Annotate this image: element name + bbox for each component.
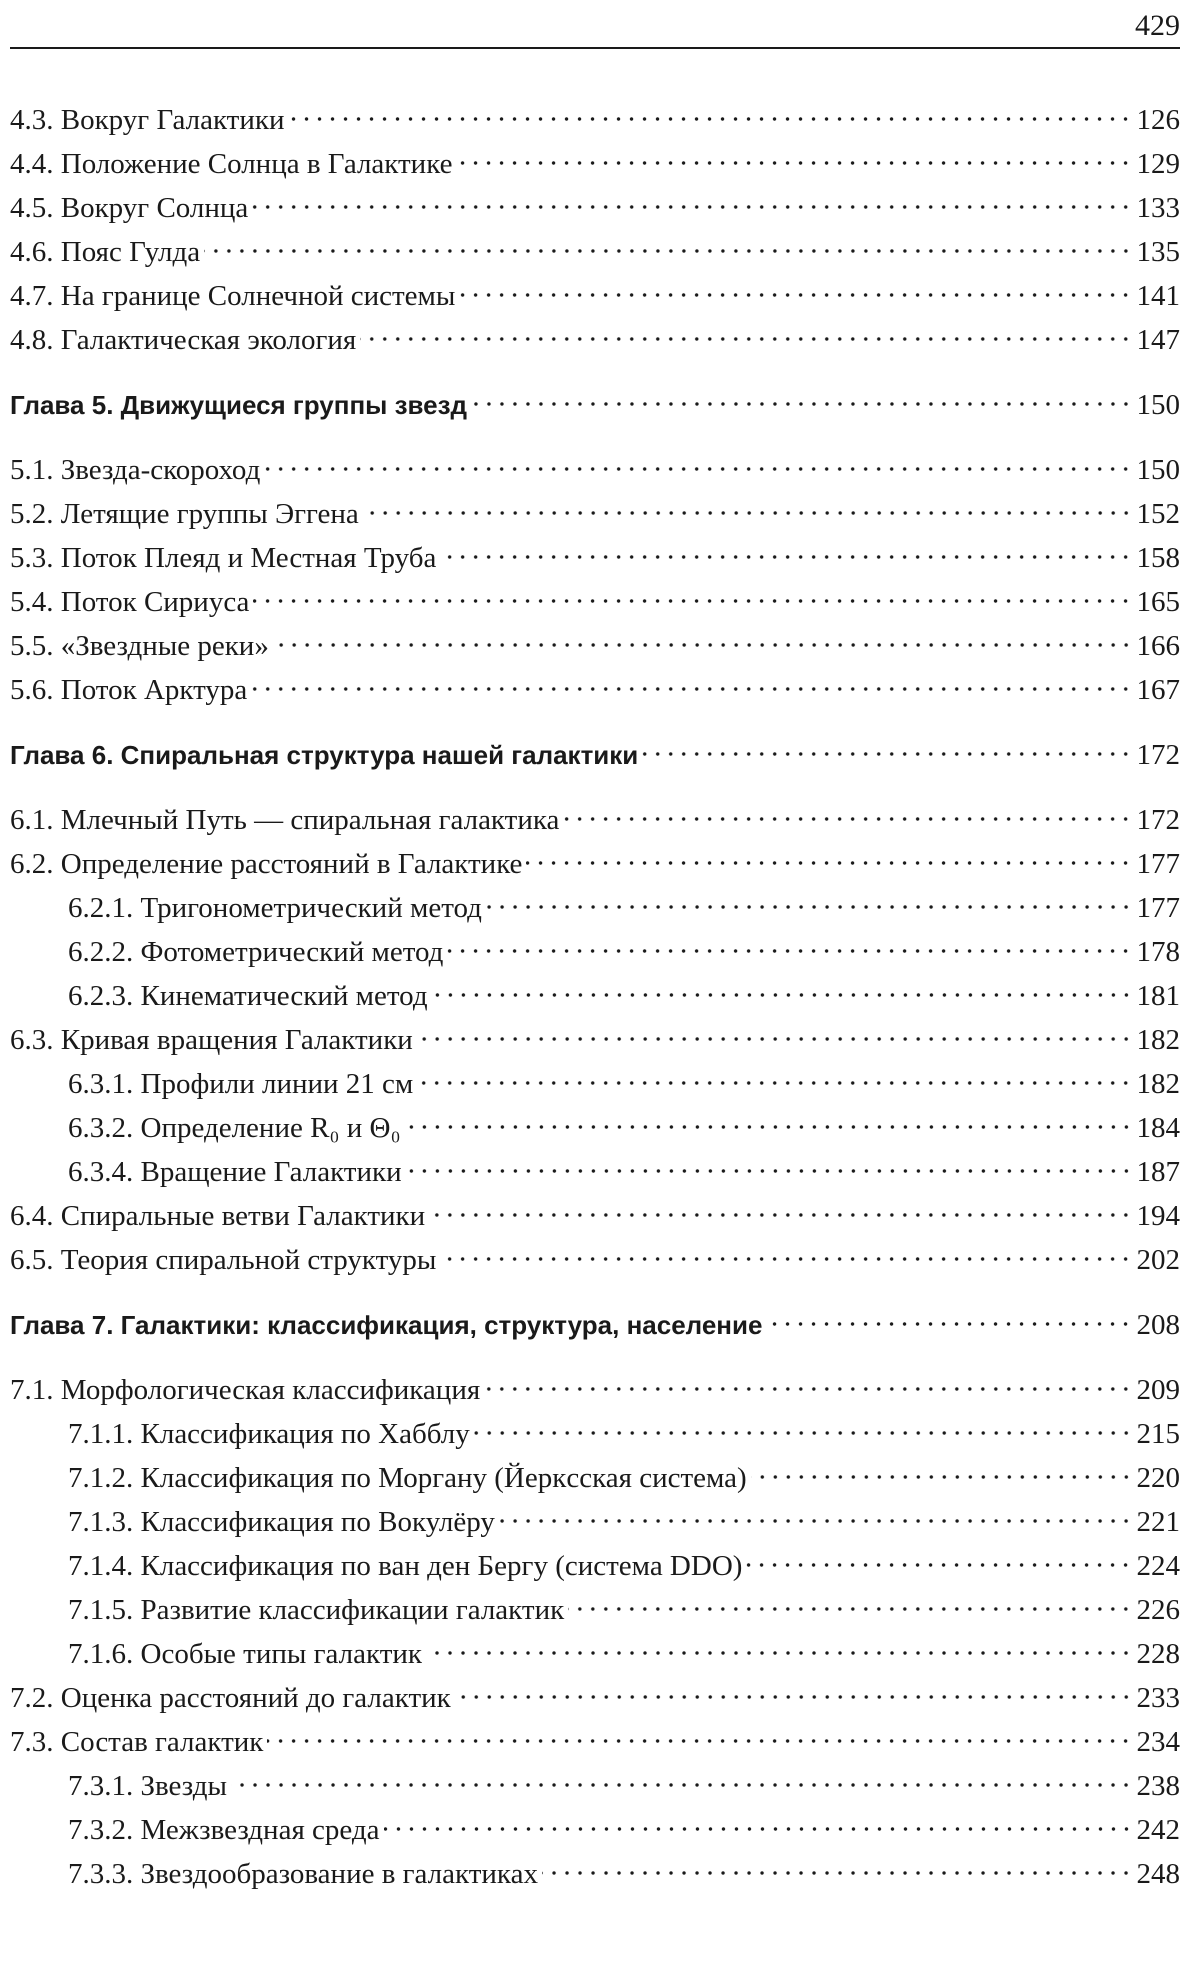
toc-entry[interactable] [0, 1368, 1200, 1412]
toc-entry-page: 184 [1136, 1112, 1180, 1144]
toc-entry-title: 5.2. Летящие группы Эггена [10, 498, 359, 530]
toc-entry-title: 6.1. Млечный Путь — спиральная галактика [10, 804, 560, 836]
toc-entry-title: 7.3.3. Звездообразование в галактиках [68, 1858, 538, 1890]
toc-entry-page: 150 [1136, 454, 1180, 486]
toc-entry-page: 177 [1136, 892, 1180, 924]
dot-leader [267, 1737, 1132, 1745]
dot-leader [417, 1035, 1133, 1043]
toc-entry[interactable] [0, 1544, 1200, 1588]
toc-entry[interactable] [0, 668, 1200, 712]
toc-entry-title: 5.4. Поток Сириуса [10, 586, 250, 618]
dot-leader [432, 991, 1133, 999]
toc-entry-title: 7.2. Оценка расстояний до галактик [10, 1682, 451, 1714]
toc-entry[interactable] [0, 448, 1200, 492]
toc-entry[interactable] [0, 886, 1200, 930]
dot-leader [429, 1211, 1132, 1219]
toc-entry-title: Глава 6. Спиральная структура нашей галактики [10, 740, 639, 770]
toc-entry-page: 202 [1136, 1244, 1180, 1276]
dot-leader [746, 1561, 1132, 1569]
toc-entry[interactable] [0, 142, 1200, 186]
toc-entry[interactable] [0, 1106, 1200, 1150]
toc-chapter-entry[interactable] [0, 383, 1200, 427]
dot-leader [471, 400, 1132, 408]
toc-entry-page: 150 [1136, 389, 1180, 421]
toc-entry-title: 5.1. Звезда-скороход [10, 454, 261, 486]
toc-entry-page: 152 [1136, 498, 1180, 530]
dot-leader [563, 815, 1132, 823]
header-rule [10, 47, 1180, 49]
dot-leader [264, 465, 1132, 473]
toc-entry-title: 4.5. Вокруг Солнца [10, 192, 249, 224]
toc-entry-page: 187 [1136, 1156, 1180, 1188]
toc-entry-page: 178 [1136, 936, 1180, 968]
toc-entry-page: 194 [1136, 1200, 1180, 1232]
toc-entry-page: 126 [1136, 104, 1180, 136]
toc-entry[interactable] [0, 1632, 1200, 1676]
page-number: 429 [1135, 9, 1180, 42]
toc-entry-title: 7.1.5. Развитие классификации галактик [68, 1594, 565, 1626]
toc-entry[interactable] [0, 186, 1200, 230]
toc-entry[interactable] [0, 1764, 1200, 1808]
toc-entry[interactable] [0, 1456, 1200, 1500]
toc-entry[interactable] [0, 624, 1200, 668]
toc-entry-page: 242 [1136, 1814, 1180, 1846]
toc-entry-title: 4.6. Пояс Гулда [10, 236, 201, 268]
toc-entry-page: 167 [1136, 674, 1180, 706]
toc-entry-page: 182 [1136, 1024, 1180, 1056]
toc-entry[interactable] [0, 230, 1200, 274]
toc-entry-title: 6.2. Определение расстояний в Галактике [10, 848, 523, 880]
dot-leader [440, 1255, 1132, 1263]
toc-entry-page: 228 [1136, 1638, 1180, 1670]
toc-entry-page: 141 [1136, 280, 1180, 312]
toc-entry[interactable] [0, 1808, 1200, 1852]
dot-leader [568, 1605, 1132, 1613]
toc-entry[interactable] [0, 1018, 1200, 1062]
toc-entry-title: 6.3.1. Профили линии 21 см [68, 1068, 414, 1100]
toc-entry-title: 7.3.2. Межзвездная среда [68, 1814, 380, 1846]
dot-leader [486, 903, 1133, 911]
toc-entry-title: 7.3.1. Звезды [68, 1770, 227, 1802]
toc-entry[interactable] [0, 1412, 1200, 1456]
toc-entry[interactable] [0, 98, 1200, 142]
toc-entry-title: 6.3. Кривая вращения Галактики [10, 1024, 413, 1056]
toc-entry[interactable] [0, 536, 1200, 580]
toc-entry-page: 215 [1136, 1418, 1180, 1450]
dot-leader [642, 750, 1132, 758]
dot-leader [251, 685, 1132, 693]
toc-entry[interactable] [0, 974, 1200, 1018]
toc-entry-page: 226 [1136, 1594, 1180, 1626]
toc-entry[interactable] [0, 274, 1200, 318]
dot-leader [360, 335, 1132, 343]
dot-leader [406, 1167, 1133, 1175]
dot-leader [253, 597, 1132, 605]
toc-entry-title: Глава 7. Галактики: классификация, структура, население [10, 1310, 763, 1340]
dot-leader [204, 247, 1132, 255]
toc-entry-title: Глава 5. Движущиеся группы звезд [10, 390, 468, 420]
dot-leader [252, 203, 1132, 211]
toc-entry[interactable] [0, 1062, 1200, 1106]
toc-chapter-entry[interactable] [0, 733, 1200, 777]
toc-entry-page: 234 [1136, 1726, 1180, 1758]
toc-entry-page: 172 [1136, 739, 1180, 771]
toc-entry-title: 7.1.1. Классификация по Хабблу [68, 1418, 470, 1450]
toc-entry-page: 181 [1136, 980, 1180, 1012]
dot-leader [474, 1429, 1133, 1437]
toc-entry-title: 6.3.2. Определение R₀ и Θ₀ [68, 1112, 401, 1144]
dot-leader [384, 1825, 1133, 1833]
dot-leader [542, 1869, 1133, 1877]
toc-entry[interactable] [0, 1150, 1200, 1194]
table-of-contents [0, 98, 1200, 1896]
dot-leader [405, 1123, 1133, 1131]
dot-leader [766, 1320, 1132, 1328]
toc-entry-page: 158 [1136, 542, 1180, 574]
toc-chapter-entry[interactable] [0, 1303, 1200, 1347]
toc-entry-title: 7.1.3. Классификация по Вокулёру [68, 1506, 495, 1538]
toc-entry-title: 6.2.3. Кинематический метод [68, 980, 428, 1012]
toc-entry[interactable] [0, 1720, 1200, 1764]
toc-entry-title: 4.8. Галактическая экология [10, 324, 357, 356]
dot-leader [417, 1079, 1132, 1087]
toc-entry-page: 177 [1136, 848, 1180, 880]
toc-entry-title: 5.5. «Звездные реки» [10, 630, 269, 662]
toc-entry[interactable] [0, 1676, 1200, 1720]
toc-entry[interactable] [0, 1500, 1200, 1544]
toc-entry-title: 7.3. Состав галактик [10, 1726, 264, 1758]
toc-entry-title: 7.1. Морфологическая классификация [10, 1374, 481, 1406]
toc-entry-page: 221 [1136, 1506, 1180, 1538]
toc-entry-title: 4.3. Вокруг Галактики [10, 104, 285, 136]
toc-entry-page: 238 [1136, 1770, 1180, 1802]
toc-entry-title: 7.1.2. Классификация по Моргану (Йеркcская система) [68, 1462, 747, 1494]
toc-entry-title: 6.2.2. Фотометрический метод [68, 936, 444, 968]
toc-entry[interactable] [0, 930, 1200, 974]
dot-leader [456, 159, 1132, 167]
dot-leader [426, 1649, 1133, 1657]
toc-entry-page: 165 [1136, 586, 1180, 618]
dot-leader [363, 509, 1133, 517]
dot-leader [526, 859, 1132, 867]
dot-leader [231, 1781, 1133, 1789]
toc-entry-page: 147 [1136, 324, 1180, 356]
toc-entry[interactable] [0, 798, 1200, 842]
toc-entry-title: 5.3. Поток Плеяд и Местная Труба [10, 542, 437, 574]
toc-entry-page: 166 [1136, 630, 1180, 662]
toc-entry-title: 5.6. Поток Арктура [10, 674, 248, 706]
toc-entry-page: 129 [1136, 148, 1180, 180]
dot-leader [440, 553, 1132, 561]
toc-entry-title: 6.5. Теория спиральной структуры [10, 1244, 437, 1276]
toc-entry-title: 7.1.6. Особые типы галактик [68, 1638, 422, 1670]
toc-entry-page: 208 [1136, 1309, 1180, 1341]
dot-leader [459, 291, 1132, 299]
toc-entry-page: 233 [1136, 1682, 1180, 1714]
dot-leader [447, 947, 1132, 955]
toc-entry[interactable] [0, 1194, 1200, 1238]
toc-entry-title: 4.4. Положение Солнца в Галактике [10, 148, 453, 180]
toc-entry[interactable] [0, 842, 1200, 886]
toc-entry-page: 172 [1136, 804, 1180, 836]
toc-entry-title: 6.3.4. Вращение Галактики [68, 1156, 402, 1188]
dot-leader [273, 641, 1133, 649]
toc-entry-title: 6.4. Спиральные ветви Галактики [10, 1200, 426, 1232]
toc-entry-page: 182 [1136, 1068, 1180, 1100]
toc-entry-title: 6.2.1. Тригонометрический метод [68, 892, 482, 924]
toc-entry[interactable] [0, 580, 1200, 624]
toc-entry[interactable] [0, 1588, 1200, 1632]
toc-entry[interactable] [0, 492, 1200, 536]
toc-entry-page: 220 [1136, 1462, 1180, 1494]
dot-leader [484, 1385, 1132, 1393]
toc-entry-page: 135 [1136, 236, 1180, 268]
toc-entry[interactable] [0, 1852, 1200, 1896]
toc-entry-page: 209 [1136, 1374, 1180, 1406]
toc-entry[interactable] [0, 318, 1200, 362]
dot-leader [288, 115, 1132, 123]
toc-entry-page: 224 [1136, 1550, 1180, 1582]
dot-leader [751, 1473, 1133, 1481]
toc-entry-page: 248 [1136, 1858, 1180, 1890]
toc-entry[interactable] [0, 1238, 1200, 1282]
toc-entry-title: 4.7. На границе Солнечной системы [10, 280, 456, 312]
toc-entry-title: 7.1.4. Классификация по ван ден Бергу (система DDO) [68, 1550, 743, 1582]
dot-leader [499, 1517, 1133, 1525]
toc-entry-page: 133 [1136, 192, 1180, 224]
dot-leader [455, 1693, 1133, 1701]
